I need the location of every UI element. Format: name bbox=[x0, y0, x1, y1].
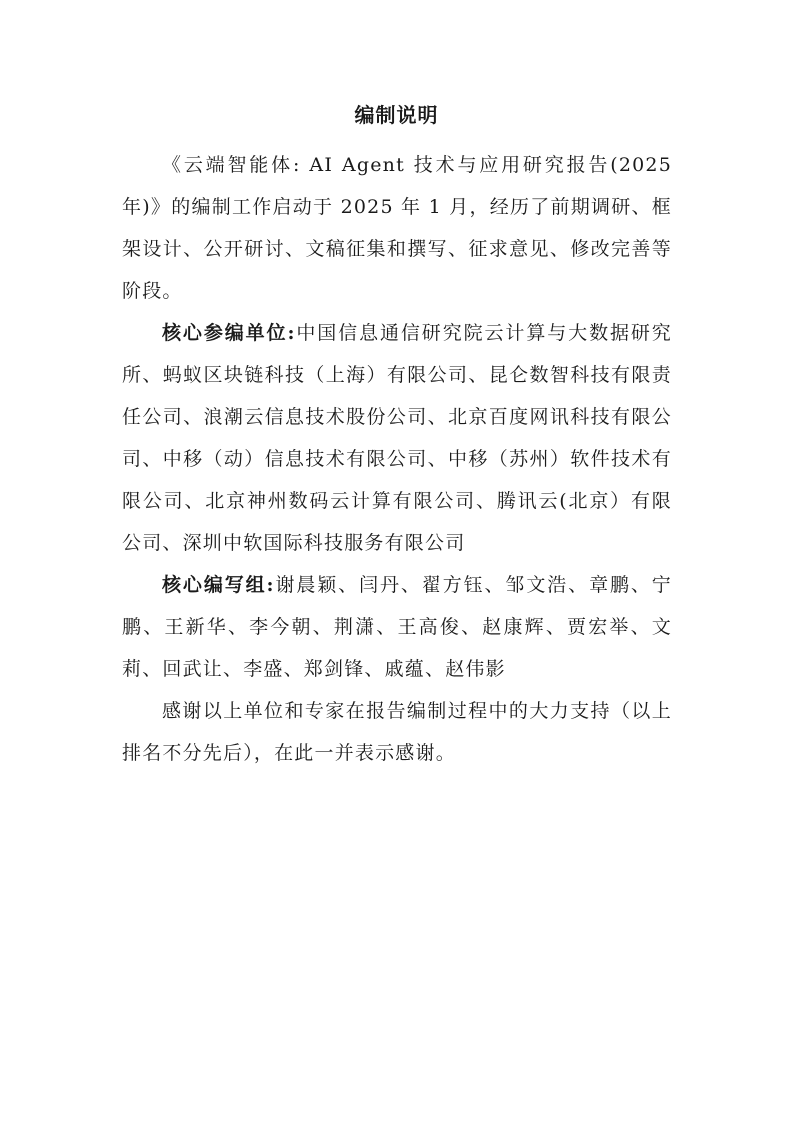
writers-text: 谢晨颖、闫丹、翟方钰、邹文浩、章鹏、宁鹏、王新华、李今朝、荆潇、王高俊、赵康辉、贾宏举、文莉、回武让、李盛、郑剑锋、戚蕴、赵伟影 bbox=[122, 574, 672, 680]
thanks-paragraph: 感谢以上单位和专家在报告编制过程中的大力支持（以上排名不分先后），在此一并表示感谢。 bbox=[122, 700, 672, 764]
units-paragraph bbox=[122, 312, 672, 564]
writers-label: 核心编写组: bbox=[162, 574, 275, 596]
document-body bbox=[122, 144, 672, 774]
page-title: 编制说明 bbox=[354, 103, 439, 127]
units-text: 中国信息通信研究院云计算与大数据研究所、蚂蚁区块链科技（上海）有限公司、昆仑数智科技有限责任公司、浪潮云信息技术股份公司、北京百度网讯科技有限公司、中移（动）信息技术有限公司、中移（苏州）软件技术有限公司、北京神州数码云计算有限公司、腾讯云(北京）有限公司、深圳中软国际科技服务有限公司 bbox=[122, 322, 672, 554]
writers-paragraph bbox=[122, 564, 672, 690]
units-label: 核心参编单位: bbox=[162, 322, 296, 344]
intro-paragraph: 《云端智能体: AI Agent 技术与应用研究报告(2025 年)》的编制工作启动于 2025 年 1 月，经历了前期调研、框架设计、公开研讨、文稿征集和撰写、征求意见、修改完善等阶段。 bbox=[122, 154, 672, 302]
